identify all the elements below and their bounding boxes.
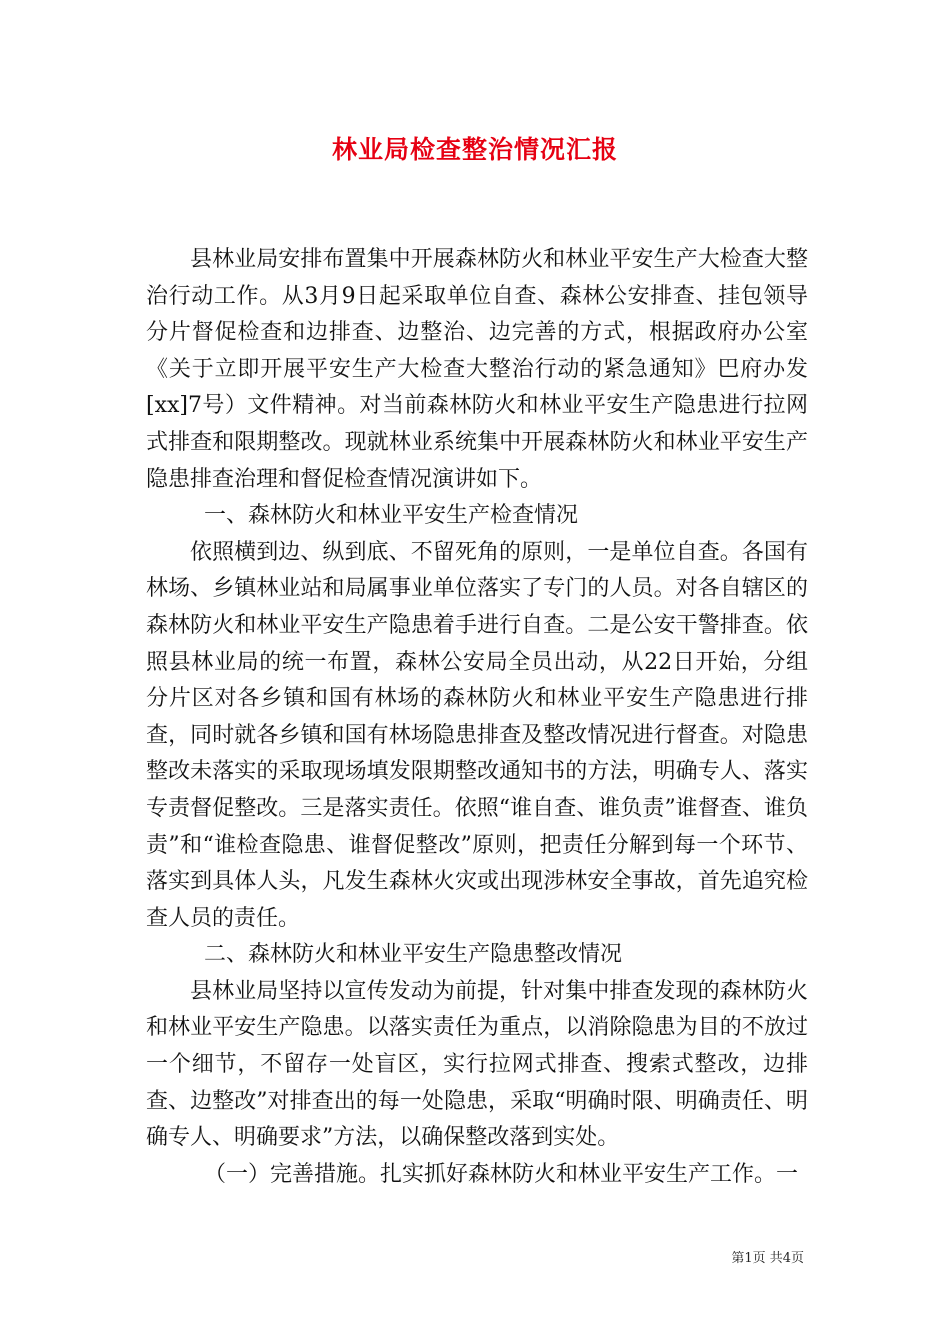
page-number: 第1页 共4页 — [731, 1251, 804, 1266]
subsection-1-paragraph: （一）完善措施。扎实抓好森林防火和林业平安生产工作。一 — [204, 1161, 799, 1187]
section-1-paragraph: 依照横到边、纵到底、不留死角的原则，一是单位自查。各国有林场、乡镇林业站和局属事业单位落实了专门的人员。对各自辖区的森林防火和林业平安生产隐患着手进行自查。二是公安干警排查。依照县林业局的统一布置，森林公安局全员出动，从22日开始，分组分片区对各乡镇和国有林场的森林防火和林业平安生产隐患进行排查，同时就各乡镇和国有林场隐患排查及整改情况进行督查。对隐患整改未落实的采取现场填发限期整改通知书的方法，明确专人、落实专责督促整改。三是落实责任。依照“谁自查、谁负责”谁督查、谁负责”和“谁检查隐患、谁督促整改”原则，把责任分解到每一个环节、落实到具体人头，凡发生森林火灾或出现涉林安全事故，首先追究检查人员的责任。 — [146, 539, 808, 931]
intro-paragraph: 县林业局安排布置集中开展森林防火和林业平安生产大检查大整治行动工作。从3月9日起采取单位自查、森林公安排查、挂包领导分片督促检查和边排查、边整治、边完善的方式，根据政府办公室《关于立即开展平安生产大检查大整治行动的紧急通知》巴府办发[xx]7号）文件精神。对当前森林防火和林业平安生产隐患进行拉网式排查和限期整改。现就林业系统集中开展森林防火和林业平安生产隐患排查治理和督促检查情况演讲如下。 — [146, 247, 808, 492]
section-heading-1: 一、森林防火和林业平安生产检查情况 — [204, 503, 579, 529]
document-title: 林业局检查整治情况汇报 — [331, 135, 618, 164]
section-2-paragraph: 县林业局坚持以宣传发动为前提，针对集中排查发现的森林防火和林业平安生产隐患。以落实责任为重点，以消除隐患为目的不放过一个细节，不留存一处盲区，实行拉网式排查、搜索式整改，边排查、边整改”对排查出的每一处隐患，采取“明确时限、明确责任、明确专人、明确要求”方法，以确保整改落到实处。 — [146, 978, 808, 1151]
document-body — [146, 242, 808, 1193]
section-heading-2: 二、森林防火和林业平安生产隐患整改情况 — [204, 942, 623, 968]
